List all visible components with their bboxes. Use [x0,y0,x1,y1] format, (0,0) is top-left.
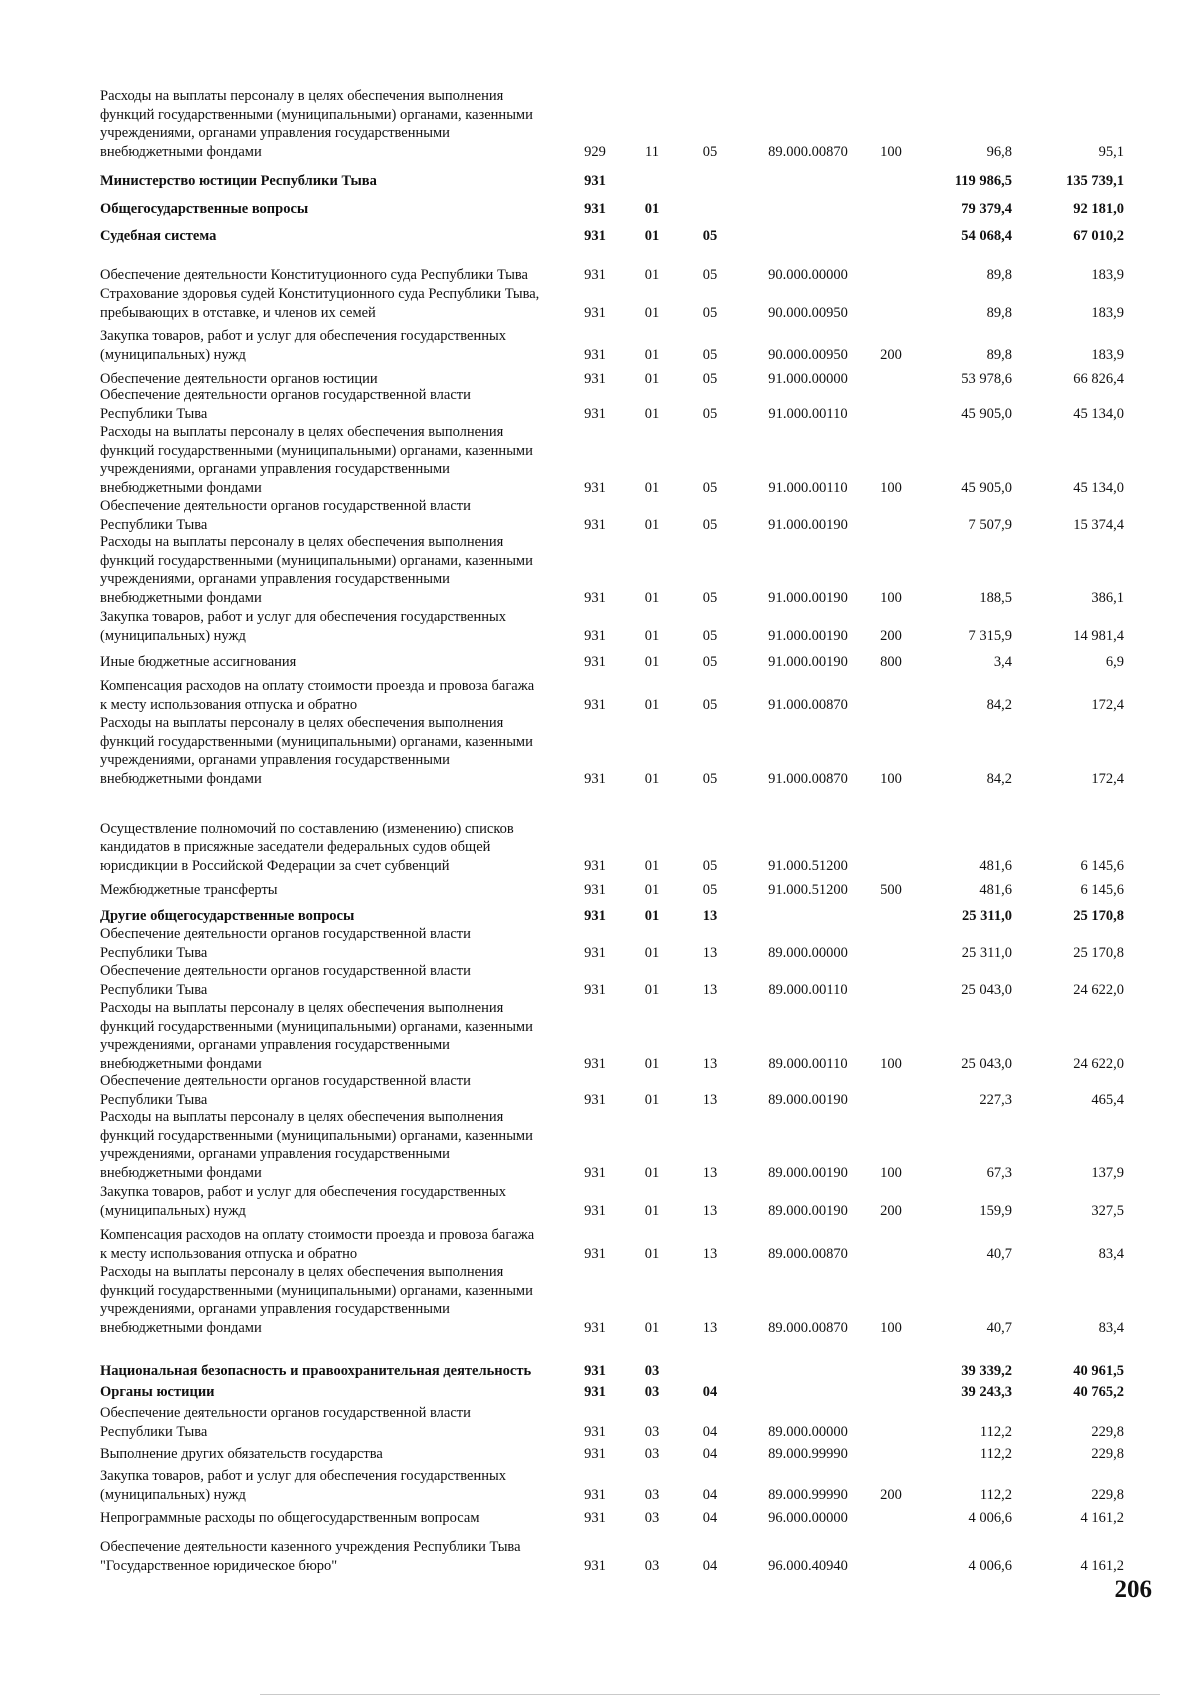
target-article-code: 89.000.99990 [768,1445,848,1462]
subsection-code: 05 [702,696,718,713]
amount-year-2: 229,8 [1091,1486,1124,1503]
table-row [0,1495,1200,1575]
amount-year-1: 112,2 [979,1486,1012,1503]
row-description: Обеспечение деятельности казенного учреждения Республики Тыва "Государственное юридическое бюро" [100,1539,521,1574]
ministry-code: 931 [584,1557,606,1574]
section-code: 01 [644,227,660,244]
ministry-code: 931 [584,1091,606,1108]
section-code: 01 [644,589,660,606]
amount-year-1: 39 243,3 [961,1383,1012,1400]
section-code: 03 [644,1509,660,1526]
ministry-code: 931 [584,1245,606,1262]
section-code: 01 [644,1202,660,1219]
amount-year-1: 84,2 [986,696,1012,713]
subsection-code: 05 [702,770,718,787]
amount-year-2: 25 170,8 [1073,907,1124,924]
ministry-code: 931 [584,1486,606,1503]
row-description: Межбюджетные трансферты [100,881,278,898]
row-description: Расходы на выплаты персоналу в целях обеспечения выполнения функций государственными (муниципальными) органами, казенными учреждениями, органами управления государственными внебюджетными фондами [100,88,533,160]
amount-year-1: 188,5 [979,589,1012,606]
amount-year-2: 229,8 [1091,1445,1124,1462]
amount-year-1: 89,8 [986,266,1012,283]
ministry-code: 931 [584,1202,606,1219]
subsection-code: 05 [702,346,718,363]
subsection-code: 05 [702,266,718,283]
target-article-code: 89.000.99990 [768,1486,848,1503]
subsection-code: 05 [702,405,718,422]
subsection-code: 05 [702,627,718,644]
subsection-code: 05 [702,304,718,321]
target-article-code: 89.000.00000 [768,1423,848,1440]
subsection-code: 04 [702,1423,718,1440]
ministry-code: 931 [584,266,606,283]
amount-year-2: 4 161,2 [1080,1509,1124,1526]
subsection-code: 04 [702,1509,718,1526]
table-row [0,919,1200,999]
row-description: Закупка товаров, работ и услуг для обеспечения государственных (муниципальных) нужд [100,1468,507,1503]
row-description: Осуществление полномочий по составлению (изменению) списков кандидатов в присяжные заседатели федеральных судов общей юрисдикции в Российской Федерации за счет субвенций [100,820,514,874]
row-description: Расходы на выплаты персоналу в целях обеспечения выполнения функций государственными (муниципальными) органами, казенными учреждениями, органами управления государственными внебюджетными фондами [100,1000,533,1072]
amount-year-2: 327,5 [1091,1202,1124,1219]
ministry-code: 931 [584,696,606,713]
ministry-code: 931 [584,1423,606,1440]
row-description: Компенсация расходов на оплату стоимости проезда и провоза багажа к месту использования отпуска и обратно [100,678,535,713]
section-code: 01 [644,479,660,496]
target-article-code: 90.000.00000 [768,266,848,283]
target-article-code: 90.000.00950 [768,346,848,363]
amount-year-1: 40,7 [986,1245,1012,1262]
section-code: 03 [644,1383,660,1400]
amount-year-1: 227,3 [979,1091,1012,1108]
row-description: Закупка товаров, работ и услуг для обеспечения государственных (муниципальных) нужд [100,328,507,363]
target-article-code: 89.000.00190 [768,1202,848,1219]
amount-year-1: 45 905,0 [961,479,1012,496]
section-code: 01 [644,770,660,787]
subsection-code: 04 [702,1557,718,1574]
expense-type-code: 200 [880,346,902,363]
section-code: 11 [645,143,659,160]
subsection-code: 13 [702,1164,718,1181]
subsection-code: 05 [702,653,718,670]
ministry-code: 931 [584,627,606,644]
subsection-code: 05 [702,143,718,160]
row-description: Расходы на выплаты персоналу в целях обеспечения выполнения функций государственными (муниципальными) органами, казенными учреждениями, органами управления государственными внебюджетными фондами [100,1264,533,1336]
amount-year-2: 135 739,1 [1066,172,1124,189]
amount-year-1: 159,9 [979,1202,1012,1219]
target-article-code: 91.000.00870 [768,696,848,713]
subsection-code: 13 [702,907,718,924]
ministry-code: 931 [584,479,606,496]
section-code: 01 [644,370,660,387]
row-description: Обеспечение деятельности органов государственной власти Республики Тыва [100,1405,471,1440]
amount-year-2: 386,1 [1091,589,1124,606]
target-article-code: 91.000.00190 [768,589,848,606]
target-article-code: 91.000.00190 [768,516,848,533]
row-description: Министерство юстиции Республики Тыва [100,172,377,189]
row-description: Обеспечение деятельности органов государственной власти Республики Тыва [100,963,471,998]
amount-year-1: 4 006,6 [968,1509,1012,1526]
target-article-code: 91.000.00000 [768,370,848,387]
expense-type-code: 100 [880,1164,902,1181]
subsection-code: 13 [702,944,718,961]
target-article-code: 91.000.00110 [768,479,848,496]
amount-year-1: 40,7 [986,1319,1012,1336]
target-article-code: 89.000.00110 [768,981,848,998]
row-description: Национальная безопасность и правоохранительная деятельность [100,1362,532,1379]
subsection-code: 13 [702,1055,718,1072]
amount-year-2: 15 374,4 [1073,516,1124,533]
expense-type-code: 100 [880,479,902,496]
row-description: Расходы на выплаты персоналу в целях обеспечения выполнения функций государственными (муниципальными) органами, казенными учреждениями, органами управления государственными внебюджетными фондами [100,424,533,496]
amount-year-2: 25 170,8 [1073,944,1124,961]
row-description: Закупка товаров, работ и услуг для обеспечения государственных (муниципальных) нужд [100,609,507,644]
table-row [0,1029,1200,1109]
ministry-code: 931 [584,172,606,189]
target-article-code: 96.000.00000 [768,1509,848,1526]
row-description: Обеспечение деятельности Конституционного суда Республики Тыва [100,266,528,283]
ministry-code: 931 [584,1164,606,1181]
target-article-code: 91.000.51200 [768,881,848,898]
table-row [0,1183,1200,1263]
target-article-code: 91.000.00190 [768,627,848,644]
ministry-code: 931 [584,346,606,363]
table-row [0,634,1200,714]
table-row [0,343,1200,423]
amount-year-2: 66 826,4 [1073,370,1124,387]
target-article-code: 91.000.00110 [768,405,848,422]
target-article-code: 89.000.00870 [768,1245,848,1262]
subsection-code: 05 [702,589,718,606]
amount-year-1: 481,6 [979,857,1012,874]
amount-year-1: 84,2 [986,770,1012,787]
ministry-code: 931 [584,589,606,606]
section-code: 01 [644,653,660,670]
amount-year-1: 112,2 [979,1423,1012,1440]
amount-year-2: 172,4 [1091,770,1124,787]
ministry-code: 931 [584,516,606,533]
row-description: Обеспечение деятельности органов государственной власти Республики Тыва [100,926,471,961]
row-description: Обеспечение деятельности органов государственной власти Республики Тыва [100,498,471,533]
amount-year-2: 6 145,6 [1080,857,1124,874]
amount-year-1: 119 986,5 [954,172,1012,189]
table-row [0,708,1200,788]
amount-year-2: 92 181,0 [1073,200,1124,217]
amount-year-2: 24 622,0 [1073,981,1124,998]
subsection-code: 04 [702,1486,718,1503]
row-description: Выполнение других обязательств государства [100,1445,383,1462]
subsection-code: 05 [702,516,718,533]
row-description: Компенсация расходов на оплату стоимости проезда и провоза багажа к месту использования отпуска и обратно [100,1227,535,1262]
ministry-code: 931 [584,653,606,670]
amount-year-2: 172,4 [1091,696,1124,713]
target-article-code: 89.000.00870 [768,143,848,160]
amount-year-2: 229,8 [1091,1423,1124,1440]
amount-year-2: 14 981,4 [1073,627,1124,644]
amount-year-1: 39 339,2 [961,1362,1012,1379]
row-description: Непрограммные расходы по общегосударственным вопросам [100,1509,480,1526]
amount-year-2: 40 765,2 [1073,1383,1124,1400]
expense-type-code: 100 [880,770,902,787]
amount-year-2: 45 134,0 [1073,479,1124,496]
section-code: 03 [644,1423,660,1440]
ministry-code: 931 [584,770,606,787]
subsection-code: 04 [702,1383,718,1400]
ministry-code: 931 [584,200,606,217]
amount-year-2: 83,4 [1098,1319,1124,1336]
amount-year-2: 465,4 [1091,1091,1124,1108]
amount-year-2: 183,9 [1091,346,1124,363]
ministry-code: 931 [584,857,606,874]
amount-year-2: 40 961,5 [1073,1362,1124,1379]
amount-year-2: 6 145,6 [1080,881,1124,898]
section-code: 01 [644,1055,660,1072]
row-description: Иные бюджетные ассигнования [100,653,297,670]
target-article-code: 89.000.00190 [768,1091,848,1108]
row-description: Судебная система [100,227,217,244]
target-article-code: 96.000.40940 [768,1557,848,1574]
ministry-code: 931 [584,1319,606,1336]
subsection-code: 13 [702,1245,718,1262]
amount-year-2: 137,9 [1091,1164,1124,1181]
amount-year-2: 4 161,2 [1080,1557,1124,1574]
section-code: 03 [644,1557,660,1574]
subsection-code: 05 [702,479,718,496]
section-code: 01 [644,907,660,924]
section-code: 01 [644,346,660,363]
table-row [0,454,1200,534]
ministry-code: 931 [584,405,606,422]
page-number: 206 [1114,1576,1152,1603]
subsection-code: 13 [702,1091,718,1108]
ministry-code: 929 [584,143,606,160]
subsection-code: 05 [702,857,718,874]
expense-type-code: 200 [880,1202,902,1219]
section-code: 03 [644,1486,660,1503]
section-code: 01 [644,200,660,217]
target-article-code: 91.000.00870 [768,770,848,787]
row-description: Общегосударственные вопросы [100,200,309,217]
amount-year-1: 89,8 [986,304,1012,321]
section-code: 01 [644,405,660,422]
amount-year-1: 79 379,4 [961,200,1012,217]
subsection-code: 13 [702,1319,718,1336]
amount-year-1: 25 043,0 [961,1055,1012,1072]
ministry-code: 931 [584,1362,606,1379]
ministry-code: 931 [584,1383,606,1400]
expense-type-code: 500 [880,881,902,898]
section-code: 01 [644,1245,660,1262]
amount-year-2: 24 622,0 [1073,1055,1124,1072]
section-code: 01 [644,266,660,283]
amount-year-1: 7 507,9 [968,516,1012,533]
target-article-code: 91.000.00190 [768,653,848,670]
subsection-code: 13 [702,1202,718,1219]
ministry-code: 931 [584,881,606,898]
expense-type-code: 100 [880,1055,902,1072]
amount-year-1: 54 068,4 [961,227,1012,244]
expense-type-code: 100 [880,589,902,606]
section-code: 03 [644,1445,660,1462]
ministry-code: 931 [584,1445,606,1462]
ministry-code: 931 [584,370,606,387]
amount-year-2: 6,9 [1105,653,1124,670]
subsection-code: 13 [702,981,718,998]
ministry-code: 931 [584,227,606,244]
section-code: 01 [644,1164,660,1181]
section-code: 01 [644,627,660,644]
expense-type-code: 200 [880,1486,902,1503]
ministry-code: 931 [584,981,606,998]
section-code: 01 [644,304,660,321]
section-code: 01 [644,944,660,961]
amount-year-1: 25 043,0 [961,981,1012,998]
target-article-code: 89.000.00110 [768,1055,848,1072]
row-description: Другие общегосударственные вопросы [100,907,355,924]
amount-year-1: 67,3 [986,1164,1012,1181]
row-description: Органы юстиции [100,1383,215,1400]
amount-year-1: 53 978,6 [961,370,1012,387]
expense-type-code: 100 [880,1319,902,1336]
amount-year-1: 45 905,0 [961,405,1012,422]
subsection-code: 05 [702,370,718,387]
subsection-code: 04 [702,1445,718,1462]
target-article-code: 89.000.00870 [768,1319,848,1336]
amount-year-1: 3,4 [993,653,1012,670]
row-description: Закупка товаров, работ и услуг для обеспечения государственных (муниципальных) нужд [100,1184,507,1219]
row-description: Обеспечение деятельности органов юстиции [100,370,378,387]
ministry-code: 931 [584,907,606,924]
row-description: Расходы на выплаты персоналу в целях обеспечения выполнения функций государственными (муниципальными) органами, казенными учреждениями, органами управления государственными внебюджетными фондами [100,1109,533,1181]
amount-year-1: 4 006,6 [968,1557,1012,1574]
amount-year-1: 25 311,0 [961,944,1012,961]
amount-year-2: 183,9 [1091,304,1124,321]
subsection-code: 05 [702,227,718,244]
amount-year-1: 481,6 [979,881,1012,898]
amount-year-2: 83,4 [1098,1245,1124,1262]
amount-year-1: 89,8 [986,346,1012,363]
ministry-code: 931 [584,944,606,961]
target-article-code: 89.000.00190 [768,1164,848,1181]
amount-year-2: 183,9 [1091,266,1124,283]
ministry-code: 931 [584,1055,606,1072]
ministry-code: 931 [584,1509,606,1526]
amount-year-2: 95,1 [1098,143,1124,160]
amount-year-1: 7 315,9 [968,627,1012,644]
amount-year-2: 45 134,0 [1073,405,1124,422]
section-code: 01 [644,857,660,874]
amount-year-1: 96,8 [986,143,1012,160]
target-article-code: 89.000.00000 [768,944,848,961]
expense-type-code: 200 [880,627,902,644]
section-code: 01 [644,1091,660,1108]
section-code: 01 [644,881,660,898]
amount-year-1: 25 311,0 [962,907,1012,924]
row-description: Обеспечение деятельности органов государственной власти Республики Тыва [100,1073,471,1108]
row-description: Расходы на выплаты персоналу в целях обеспечения выполнения функций государственными (муниципальными) органами, казенными учреждениями, органами управления государственными внебюджетными фондами [100,534,533,606]
target-article-code: 91.000.51200 [768,857,848,874]
target-article-code: 90.000.00950 [768,304,848,321]
expense-type-code: 800 [880,653,902,670]
row-description: Обеспечение деятельности органов государственной власти Республики Тыва [100,387,471,422]
amount-year-2: 67 010,2 [1073,227,1124,244]
row-description: Страхование здоровья судей Конституционного суда Республики Тыва, пребывающих в отставке, и членов их семей [100,286,540,321]
section-code: 01 [644,1319,660,1336]
section-code: 01 [644,696,660,713]
ministry-code: 931 [584,304,606,321]
expense-type-code: 100 [880,143,902,160]
section-code: 01 [644,516,660,533]
subsection-code: 05 [702,881,718,898]
amount-year-1: 112,2 [979,1445,1012,1462]
row-description: Расходы на выплаты персоналу в целях обеспечения выполнения функций государственными (муниципальными) органами, казенными учреждениями, органами управления государственными внебюджетными фондами [100,715,533,787]
bottom-rule [260,1694,1160,1695]
section-code: 03 [644,1362,660,1379]
section-code: 01 [644,981,660,998]
